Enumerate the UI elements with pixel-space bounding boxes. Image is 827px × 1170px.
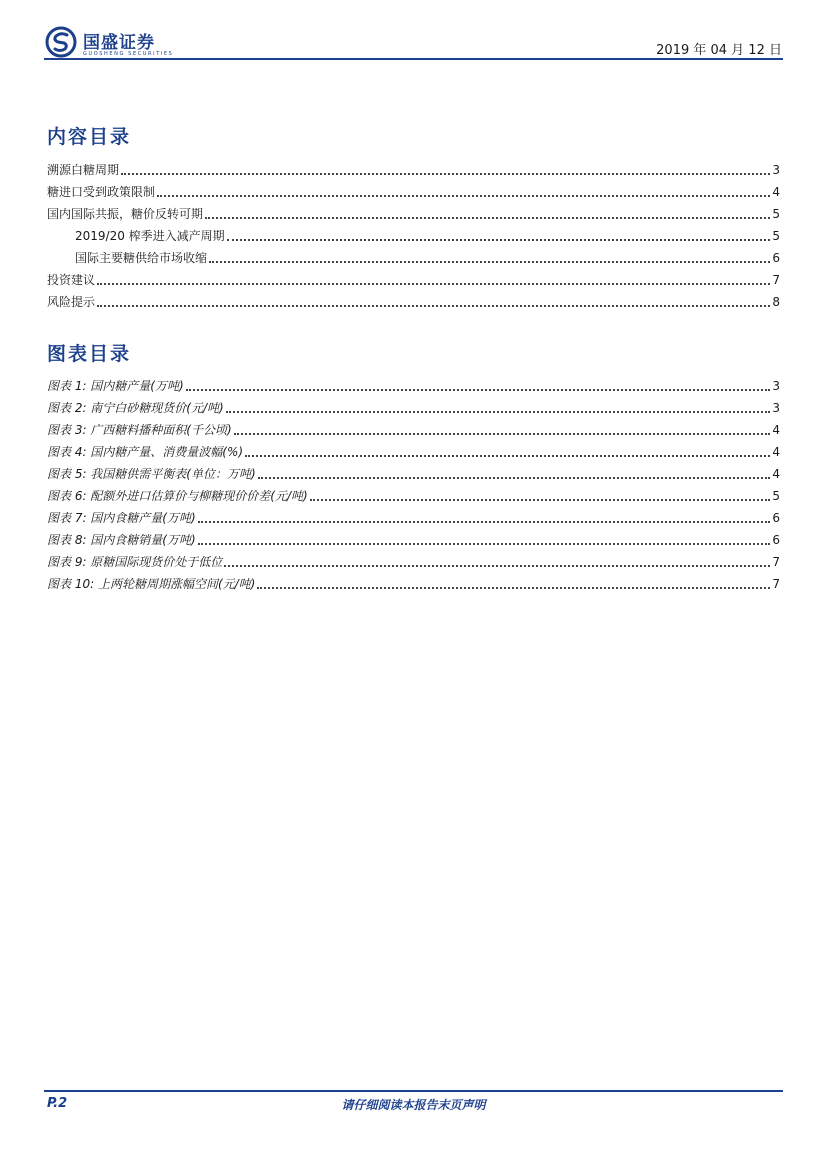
figure-entry-label: 图表 3: 广西糖料播种面积(千公顷) bbox=[47, 423, 232, 437]
disclaimer-notice: 请仔细阅读本报告末页声明 bbox=[341, 1098, 486, 1112]
figure-entry-page: 4 bbox=[772, 445, 780, 459]
dot-leader bbox=[205, 217, 770, 219]
toc-entry[interactable] bbox=[47, 182, 780, 200]
toc-entry-label: 投资建议 bbox=[47, 273, 96, 287]
toc-entry-label: 国际主要糖供给市场收缩 bbox=[75, 251, 208, 265]
figure-entry-label: 图表 2: 南宁白砂糖现货价(元/吨) bbox=[47, 401, 224, 415]
figure-entry-page: 5 bbox=[772, 489, 780, 503]
report-date: 2019 年 04 月 12 日 bbox=[656, 43, 782, 58]
figure-entry-label: 图表 4: 国内糖产量、消费量波幅(%) bbox=[47, 445, 244, 459]
toc-entry[interactable] bbox=[47, 270, 780, 288]
dot-leader bbox=[157, 195, 770, 197]
toc-entry[interactable] bbox=[47, 204, 780, 222]
figure-entry[interactable] bbox=[47, 552, 780, 570]
dot-leader bbox=[97, 283, 770, 285]
header-divider bbox=[44, 58, 783, 60]
dot-leader bbox=[257, 587, 770, 589]
dot-leader bbox=[224, 565, 770, 567]
brand-subtitle: GUOSHENG SECURITIES bbox=[83, 51, 174, 57]
figure-entry[interactable] bbox=[47, 376, 780, 394]
page-number: P.2 bbox=[47, 1096, 68, 1111]
figure-entry-page: 6 bbox=[772, 533, 780, 547]
dot-leader bbox=[97, 305, 770, 307]
figure-entry-page: 4 bbox=[772, 467, 780, 481]
dot-leader bbox=[245, 455, 770, 457]
toc-entry-label: 2019/20 榨季进入减产周期 bbox=[75, 229, 225, 243]
figure-entry[interactable] bbox=[47, 464, 780, 482]
figures-title: 图表目录 bbox=[47, 343, 132, 365]
brand-name: 国盛证券 bbox=[83, 33, 155, 53]
figure-entry-page: 7 bbox=[772, 555, 780, 569]
toc-entry-label: 糖进口受到政策限制 bbox=[47, 185, 156, 199]
toc-entry-label: 风险提示 bbox=[47, 295, 96, 309]
figure-entry-label: 图表 7: 国内食糖产量(万吨) bbox=[47, 511, 196, 525]
figure-entry[interactable] bbox=[47, 420, 780, 438]
toc-subentry[interactable] bbox=[75, 226, 780, 244]
toc-entry-page: 6 bbox=[772, 251, 780, 265]
figure-entry-page: 3 bbox=[772, 379, 780, 393]
dot-leader bbox=[198, 543, 771, 545]
contents-title: 内容目录 bbox=[47, 126, 132, 148]
brand-logo-icon bbox=[45, 26, 77, 58]
figure-entry[interactable] bbox=[47, 486, 780, 504]
figure-entry[interactable] bbox=[47, 442, 780, 460]
toc-entry-page: 5 bbox=[772, 207, 780, 221]
dot-leader bbox=[209, 261, 770, 263]
figure-entry-page: 3 bbox=[772, 401, 780, 415]
dot-leader bbox=[226, 411, 771, 413]
dot-leader bbox=[121, 173, 770, 175]
footer-divider bbox=[44, 1090, 783, 1092]
figure-entry-label: 图表 10: 上两轮糖周期涨幅空间(元/吨) bbox=[47, 577, 256, 591]
toc-entry-page: 5 bbox=[772, 229, 780, 243]
figure-entry-label: 图表 8: 国内食糖销量(万吨) bbox=[47, 533, 196, 547]
toc-entry-label: 国内国际共振，糖价反转可期 bbox=[47, 207, 204, 221]
figure-entry-label: 图表 5: 我国糖供需平衡表(单位：万吨) bbox=[47, 467, 256, 481]
dot-leader bbox=[198, 521, 771, 523]
figure-entry-page: 7 bbox=[772, 577, 780, 591]
figure-entry[interactable] bbox=[47, 508, 780, 526]
dot-leader bbox=[258, 477, 771, 479]
figure-entry-page: 6 bbox=[772, 511, 780, 525]
figure-entry[interactable] bbox=[47, 574, 780, 592]
toc-entry[interactable] bbox=[47, 160, 780, 178]
toc-entry-page: 7 bbox=[772, 273, 780, 287]
dot-leader bbox=[310, 499, 771, 501]
figure-entry[interactable] bbox=[47, 530, 780, 548]
dot-leader bbox=[234, 433, 771, 435]
toc-entry-page: 4 bbox=[772, 185, 780, 199]
figure-entry-label: 图表 1: 国内糖产量(万吨) bbox=[47, 379, 184, 393]
toc-entry-page: 8 bbox=[772, 295, 780, 309]
toc-entry-page: 3 bbox=[772, 163, 780, 177]
toc-entry-label: 溯源白糖周期 bbox=[47, 163, 120, 177]
figure-entry-label: 图表 9: 原糖国际现货价处于低位 bbox=[47, 555, 223, 569]
figure-entry-page: 4 bbox=[772, 423, 780, 437]
toc-entry[interactable] bbox=[47, 292, 780, 310]
dot-leader bbox=[186, 389, 771, 391]
dot-leader bbox=[227, 239, 771, 241]
toc-subentry[interactable] bbox=[75, 248, 780, 266]
figure-entry[interactable] bbox=[47, 398, 780, 416]
figure-entry-label: 图表 6: 配额外进口估算价与柳糖现价价差(元/吨) bbox=[47, 489, 308, 503]
